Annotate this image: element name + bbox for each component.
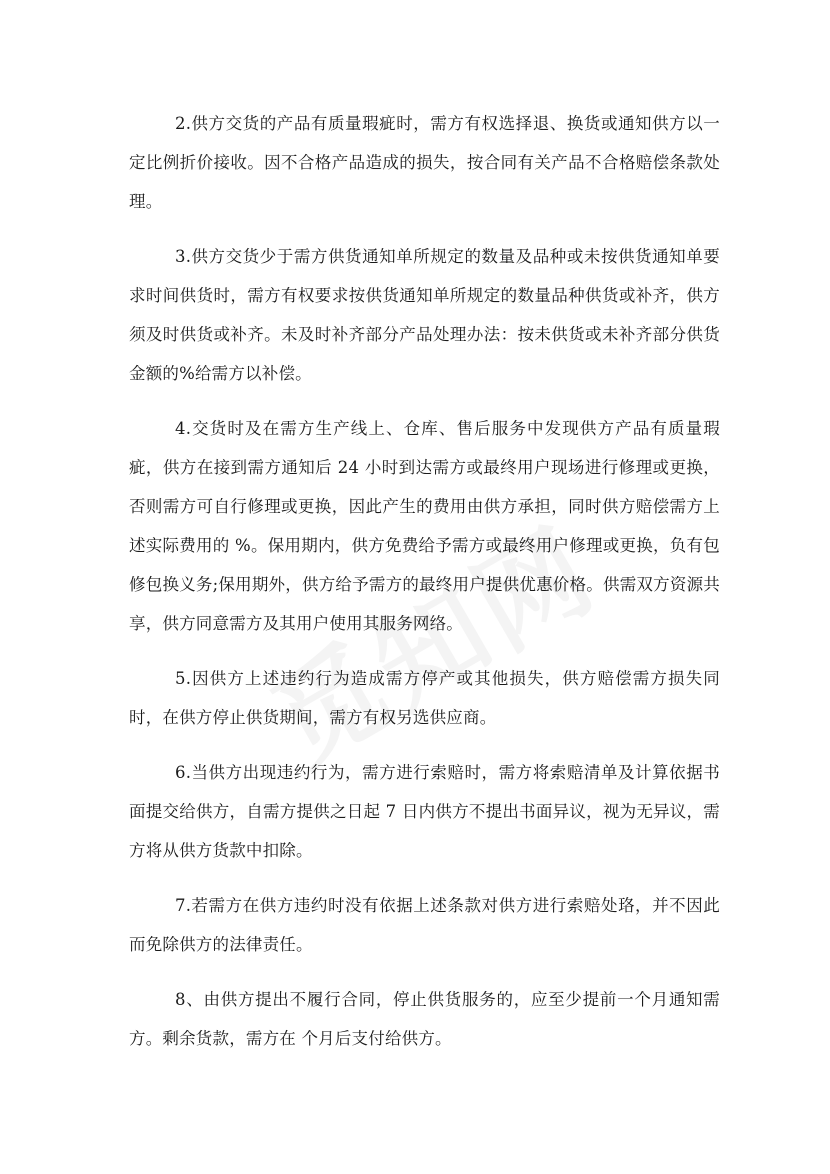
clause-4: 4.交货时及在需方生产线上、仓库、售后服务中发现供方产品有质量瑕疵，供方在接到需方通知后 24 小时到达需方或最终用户现场进行修理或更换，否则需方可自行修理或更换，因此产生的费用由供方承担，同时供方赔偿需方上述实际费用的 %。保用期内，供方免费给予需方或最终用户修理或更换，负有包修包换义务;保用期外，供方给予需方的最终用户提供优惠价格。供需双方资源共享，供方同意需方及其用户使用其服务网络。	[129, 419, 720, 633]
clause-2: 2.供方交货的产品有质量瑕疵时，需方有权选择退、换货或通知供方以一定比例折价接收。因不合格产品造成的损失，按合同有关产品不合格赔偿条款处理。	[129, 114, 720, 211]
clause-8: 8、由供方提出不履行合同，停止供货服务的，应至少提前一个月通知需方。剩余货款，需方在 个月后支付给供方。	[129, 990, 720, 1048]
clause-7: 7.若需方在供方违约时没有依据上述条款对供方进行索赔处珞，并不因此而免除供方的法律责任。	[129, 896, 720, 954]
clause-6: 6.当供方出现违约行为，需方进行索赔时，需方将索赔清单及计算依据书面提交给供方，自需方提供之日起 7 日内供方不提出书面异议，视为无异议，需方将从供方货款中扣除。	[129, 763, 720, 860]
clause-5: 5.因供方上述违约行为造成需方停产或其他损失，供方赔偿需方损失同时，在供方停止供货期间，需方有权另选供应商。	[129, 669, 720, 727]
clause-3: 3.供方交货少于需方供货通知单所规定的数量及品种或未按供货通知单要求时间供货时，需方有权要求按供货通知单所规定的数量品种供货或补齐，供方须及时供货或补齐。未及时补齐部分产品处理办法：按未供货或未补齐部分供货金额的%给需方以补偿。	[129, 247, 720, 383]
